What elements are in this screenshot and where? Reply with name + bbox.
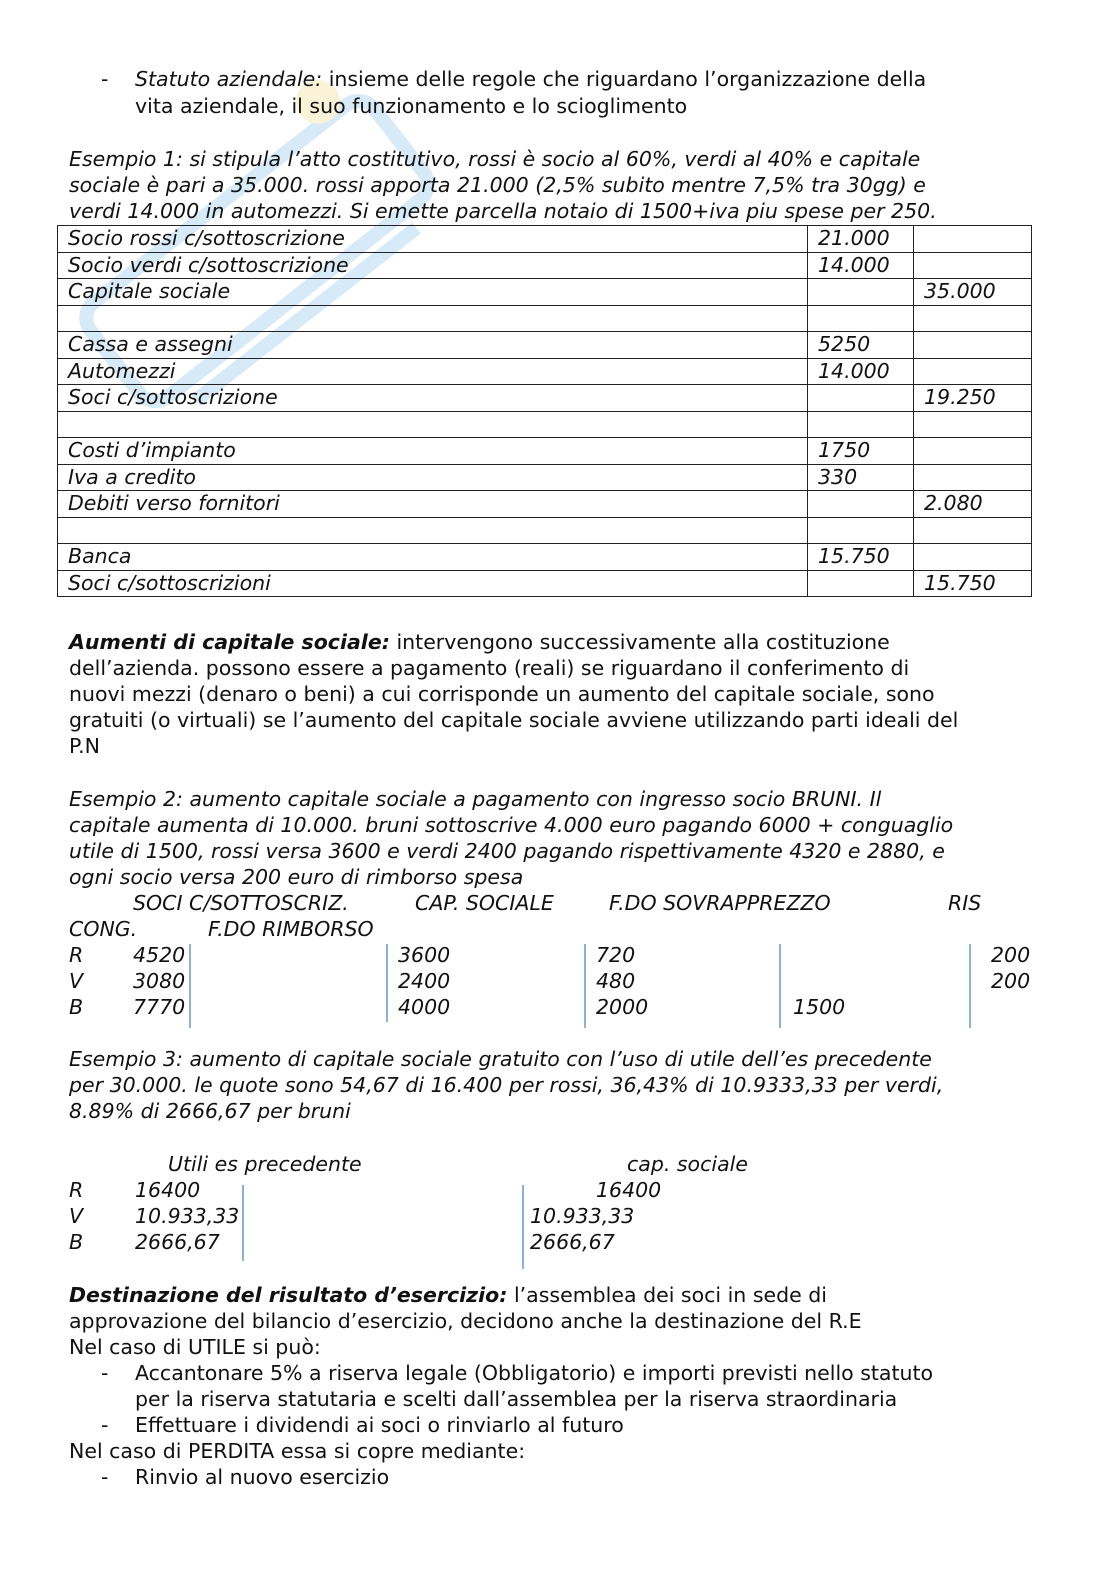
journal-dare (808, 517, 914, 544)
esempio3-cap-value: 10.933,33 (530, 1204, 635, 1228)
esempio3-header-cap: cap. sociale (627, 1152, 748, 1176)
aumenti-line-5: P.N (69, 734, 101, 758)
aumenti-term: Aumenti di capitale sociale: (69, 630, 390, 654)
aumenti-line-2: dell’azienda. possono essere a pagamento (reali) se riguardano il conferimento di (69, 656, 910, 680)
esempio2-header-cap: CAP. SOCIALE (415, 891, 554, 915)
esempio2-line-2: capitale aumenta di 10.000. bruni sottoscrive 4.000 euro pagando 6000 + conguaglio (69, 813, 954, 837)
journal-dare (808, 305, 914, 332)
journal-row (58, 464, 1032, 491)
journal-avere (914, 411, 1032, 438)
statuto-term: Statuto aziendale: (135, 67, 323, 91)
journal-dare (808, 385, 914, 412)
journal-dare: 14.000 (808, 358, 914, 385)
document-body (69, 66, 1049, 119)
esempio2-line-4: ogni socio versa 200 euro di rimborso spesa (69, 865, 524, 889)
journal-dare: 21.000 (808, 226, 914, 253)
journal-row (58, 332, 1032, 359)
destinazione-line-2: approvazione del bilancio d’esercizio, decidono anche la destinazione del R.E (69, 1309, 862, 1333)
journal-row (58, 570, 1032, 597)
esempio3-line-2: per 30.000. le quote sono 54,67 di 16.400 per rossi, 36,43% di 10.9333,33 per verdi, (69, 1073, 944, 1097)
journal-avere (914, 226, 1032, 253)
aumenti-line-3: nuovi mezzi (denaro o beni) a cui corrisponde un aumento del capitale sociale, sono (69, 682, 935, 706)
esempio3-socio-letter: V (69, 1204, 84, 1228)
esempio3-header-utili: Utili es precedente (168, 1152, 362, 1176)
esempio2-soci-value: 7770 (133, 995, 186, 1019)
ledger-divider (522, 1185, 524, 1269)
perdita-bullet-1: Rinvio al nuovo esercizio (135, 1465, 390, 1489)
journal-avere (914, 252, 1032, 279)
journal-avere: 19.250 (914, 385, 1032, 412)
journal-row (58, 226, 1032, 253)
esempio3-utili-value: 10.933,33 (135, 1204, 240, 1228)
esempio2-header-ris: RIS (948, 891, 982, 915)
journal-dare: 330 (808, 464, 914, 491)
journal-row (58, 252, 1032, 279)
ledger-divider (242, 1185, 244, 1261)
statuto-line-1: Statuto aziendale: insieme delle regole che riguardano l’organizzazione della (135, 67, 927, 91)
ledger-divider (584, 944, 586, 1028)
journal-account (58, 517, 808, 544)
bullet-dash: - (101, 1465, 109, 1489)
journal-dare (808, 279, 914, 306)
esempio2-sovr-value: 720 (596, 943, 636, 967)
esempio3-line-3: 8.89% di 2666,67 per bruni (69, 1099, 351, 1123)
esempio3-utili-value: 2666,67 (135, 1230, 220, 1254)
journal-account: Costi d’impianto (58, 438, 808, 465)
journal-dare (808, 491, 914, 518)
journal-account: Socio rossi c/sottoscrizione (58, 226, 808, 253)
journal-avere (914, 438, 1032, 465)
esempio1-line-3: verdi 14.000 in automezzi. Si emette parcella notaio di 1500+iva piu spese per 250. (69, 199, 937, 223)
journal-account: Banca (58, 544, 808, 571)
esempio2-rimb-value: 200 (991, 943, 1031, 967)
journal-account: Cassa e assegni (58, 332, 808, 359)
esempio2-line-3: utile di 1500, rossi versa 3600 e verdi 2400 pagando rispettivamente 4320 e 2880, e (69, 839, 945, 863)
perdita-intro: Nel caso di PERDITA essa si copre mediante: (69, 1439, 526, 1463)
esempio2-soci-value: 3080 (133, 969, 186, 993)
destinazione-line-1: Destinazione del risultato d’esercizio: l’assemblea dei soci in sede di (69, 1283, 827, 1307)
journal-avere (914, 464, 1032, 491)
journal-avere (914, 358, 1032, 385)
esempio3-cap-value: 2666,67 (530, 1230, 615, 1254)
utile-bullet-2: Effettuare i dividendi ai soci o rinviarlo al futuro (135, 1413, 624, 1437)
bullet-dash: - (101, 1413, 109, 1437)
journal-account (58, 305, 808, 332)
esempio2-socio-letter: V (69, 969, 84, 993)
utile-bullet-1-line-1: Accantonare 5% a riserva legale (Obbligatorio) e importi previsti nello statuto (135, 1361, 934, 1385)
esempio2-header-soci: SOCI C/SOTTOSCRIZ. (133, 891, 349, 915)
journal-dare: 15.750 (808, 544, 914, 571)
ledger-divider (189, 944, 191, 1028)
journal-account: Soci c/sottoscrizione (58, 385, 808, 412)
esempio3-socio-letter: R (69, 1178, 84, 1202)
journal-row (58, 279, 1032, 306)
journal-row (58, 305, 1032, 332)
journal-dare: 1750 (808, 438, 914, 465)
journal-account (58, 411, 808, 438)
ledger-divider (969, 944, 971, 1028)
ledger-divider (386, 944, 388, 1022)
esempio1-line-1: Esempio 1: si stipula l’atto costitutivo, rossi è socio al 60%, verdi al 40% e capitale (69, 147, 921, 171)
journal-row (58, 517, 1032, 544)
esempio2-cap-value: 3600 (398, 943, 451, 967)
journal-row (58, 438, 1032, 465)
journal-table (57, 225, 1032, 597)
destinazione-term: Destinazione del risultato d’esercizio: (69, 1283, 508, 1307)
esempio2-rimb-value: 200 (991, 969, 1031, 993)
journal-account: Iva a credito (58, 464, 808, 491)
esempio2-cap-value: 4000 (398, 995, 451, 1019)
journal-avere: 15.750 (914, 570, 1032, 597)
esempio3-socio-letter: B (69, 1230, 84, 1254)
aumenti-line-1: Aumenti di capitale sociale: intervengono successivamente alla costituzione (69, 630, 890, 654)
journal-dare: 5250 (808, 332, 914, 359)
esempio2-sovr-value: 480 (596, 969, 636, 993)
esempio2-cap-value: 2400 (398, 969, 451, 993)
bullet-dash: - (101, 1361, 109, 1385)
journal-row (58, 491, 1032, 518)
journal-avere (914, 305, 1032, 332)
journal-row (58, 385, 1032, 412)
esempio2-header-sovr: F.DO SOVRAPPREZZO (609, 891, 831, 915)
journal-dare (808, 570, 914, 597)
utile-bullet-1-line-2: per la riserva statutaria e scelti dall’assemblea per la riserva straordinaria (135, 1387, 898, 1411)
esempio2-soci-value: 4520 (133, 943, 186, 967)
journal-avere (914, 332, 1032, 359)
aumenti-line-4: gratuiti (o virtuali) se l’aumento del capitale sociale avviene utilizzando parti ideali del (69, 708, 959, 732)
esempio2-header-rimb: F.DO RIMBORSO (208, 917, 374, 941)
journal-account: Socio verdi c/sottoscrizione (58, 252, 808, 279)
journal-row (58, 411, 1032, 438)
journal-avere: 35.000 (914, 279, 1032, 306)
journal-account: Capitale sociale (58, 279, 808, 306)
esempio3-utili-value: 16400 (135, 1178, 201, 1202)
esempio3-line-1: Esempio 3: aumento di capitale sociale gratuito con l’uso di utile dell’es precedente (69, 1047, 932, 1071)
journal-avere (914, 544, 1032, 571)
esempio3-cap-value: 16400 (596, 1178, 662, 1202)
bullet-statuto (69, 66, 1049, 119)
esempio2-sovr-value: 2000 (596, 995, 649, 1019)
journal-account: Soci c/sottoscrizioni (58, 570, 808, 597)
statuto-line-2: vita aziendale, il suo funzionamento e lo scioglimento (135, 93, 688, 118)
journal-account: Automezzi (58, 358, 808, 385)
utile-intro: Nel caso di UTILE si può: (69, 1335, 321, 1359)
esempio2-socio-letter: B (69, 995, 84, 1019)
journal-row (58, 544, 1032, 571)
journal-avere: 2.080 (914, 491, 1032, 518)
esempio2-header-cong: CONG. (69, 917, 138, 941)
esempio2-cong-value: 1500 (793, 995, 846, 1019)
journal-account: Debiti verso fornitori (58, 491, 808, 518)
ledger-divider (779, 944, 781, 1028)
bullet-dash: - (101, 67, 109, 91)
esempio2-line-1: Esempio 2: aumento capitale sociale a pagamento con ingresso socio BRUNI. Il (69, 787, 882, 811)
journal-dare (808, 411, 914, 438)
journal-dare: 14.000 (808, 252, 914, 279)
esempio1-line-2: sociale è pari a 35.000. rossi apporta 21.000 (2,5% subito mentre 7,5% tra 30gg) e (69, 173, 926, 197)
journal-avere (914, 517, 1032, 544)
journal-row (58, 358, 1032, 385)
esempio2-socio-letter: R (69, 943, 84, 967)
